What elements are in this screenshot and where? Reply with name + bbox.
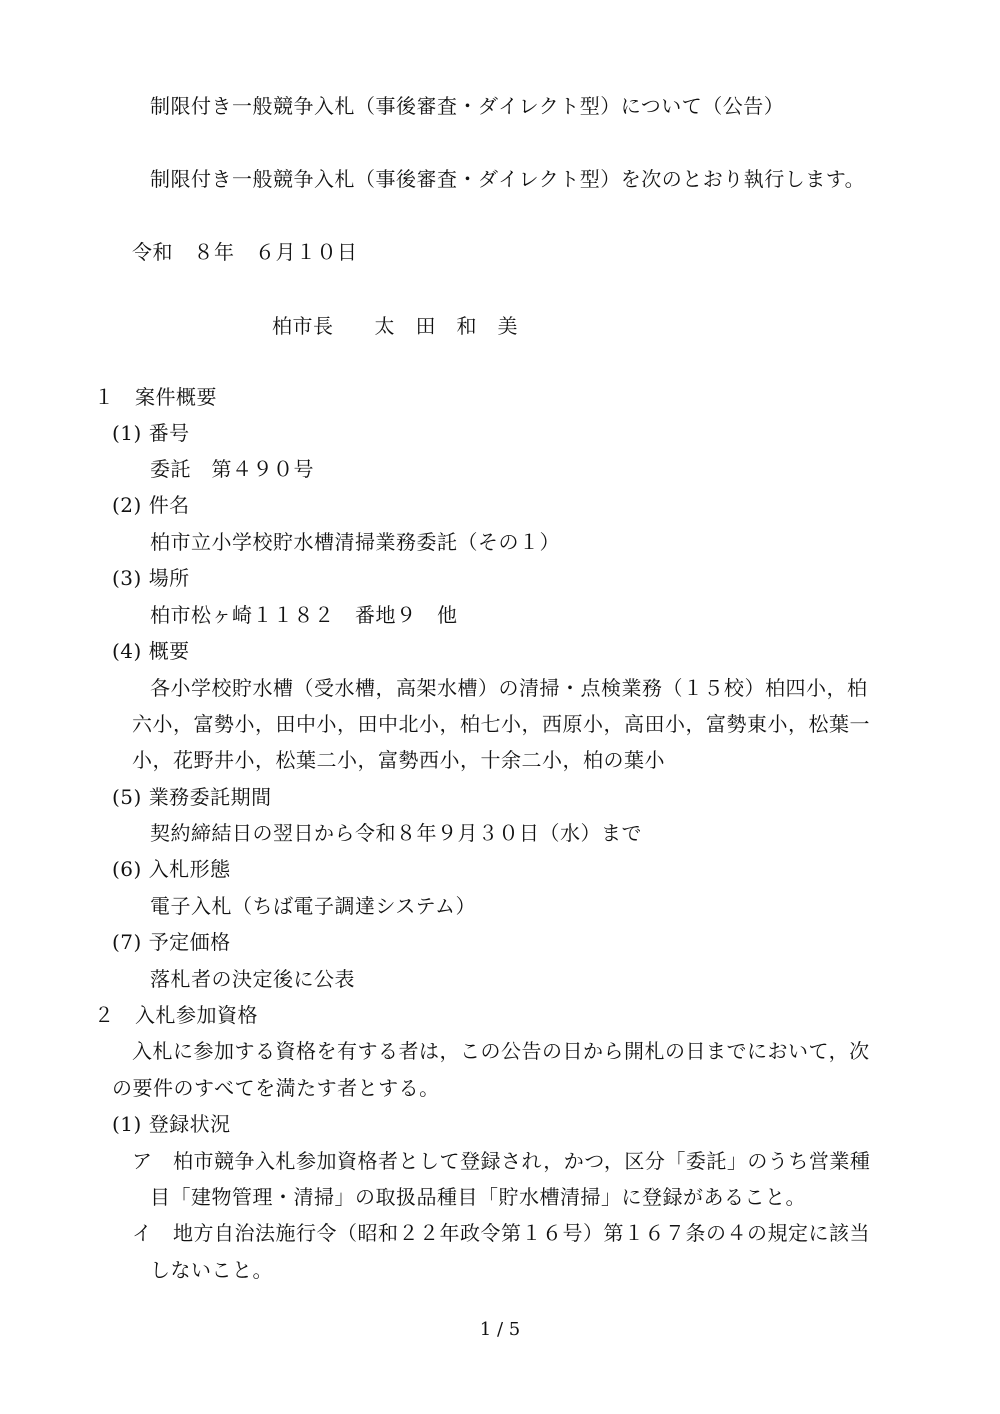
registration-label: (1) 登録状況 xyxy=(112,1112,231,1136)
requirement-item-a: 目「建物管理・清掃」の取扱品種目「貯水槽清掃」に登録があること。 xyxy=(150,1185,806,1209)
price-value: 落札者の決定後に公表 xyxy=(150,967,355,991)
form-label: (6) 入札形態 xyxy=(112,857,231,881)
page-number: 1 / 5 xyxy=(479,1319,521,1340)
section2-heading: ２ 入札参加資格 xyxy=(94,1003,258,1027)
place-label: (3) 場所 xyxy=(112,566,190,590)
number-label: (1) 番号 xyxy=(112,421,190,445)
name-label: (2) 件名 xyxy=(112,493,190,517)
summary-label: (4) 概要 xyxy=(112,639,190,663)
notice-intro: 制限付き一般競争入札（事後審査・ダイレクト型）を次のとおり執行します。 xyxy=(150,167,866,191)
summary-line: 小，花野井小，松葉二小，富勢西小，十余二小，柏の葉小 xyxy=(132,748,665,772)
number-value: 委託 第４９０号 xyxy=(150,457,314,481)
notice-date: 令和 ８年 ６月１０日 xyxy=(132,240,358,264)
summary-line: 六小，富勢小，田中小，田中北小，柏七小，西原小，高田小，富勢東小，松葉一 xyxy=(132,712,870,736)
section2-intro: 入札に参加する資格を有する者は，この公告の日から開札の日までにおいて，次 xyxy=(132,1039,870,1063)
requirement-item-i: しないこと。 xyxy=(150,1258,273,1282)
notice-issuer: 柏市長 太 田 和 美 xyxy=(272,314,518,338)
price-label: (7) 予定価格 xyxy=(112,930,231,954)
form-value: 電子入札（ちば電子調達システム） xyxy=(150,894,476,918)
period-value: 契約締結日の翌日から令和８年９月３０日（水）まで xyxy=(150,821,642,845)
place-value: 柏市松ヶ崎１１８２ 番地９ 他 xyxy=(150,603,458,627)
section2-intro: の要件のすべてを満たす者とする。 xyxy=(112,1076,440,1100)
period-label: (5) 業務委託期間 xyxy=(112,785,272,809)
requirement-item-a: ア 柏市競争入札参加資格者として登録され，かつ，区分「委託」のうち営業種 xyxy=(132,1149,871,1173)
requirement-item-i: イ 地方自治法施行令（昭和２２年政令第１６号）第１６７条の４の規定に該当 xyxy=(132,1221,870,1245)
notice-title: 制限付き一般競争入札（事後審査・ダイレクト型）について（公告） xyxy=(150,94,785,118)
section1-heading: １ 案件概要 xyxy=(94,385,217,409)
summary-line: 各小学校貯水槽（受水槽，高架水槽）の清掃・点検業務（１５校）柏四小，柏 xyxy=(150,676,868,700)
name-value: 柏市立小学校貯水槽清掃業務委託（その１） xyxy=(150,530,560,554)
